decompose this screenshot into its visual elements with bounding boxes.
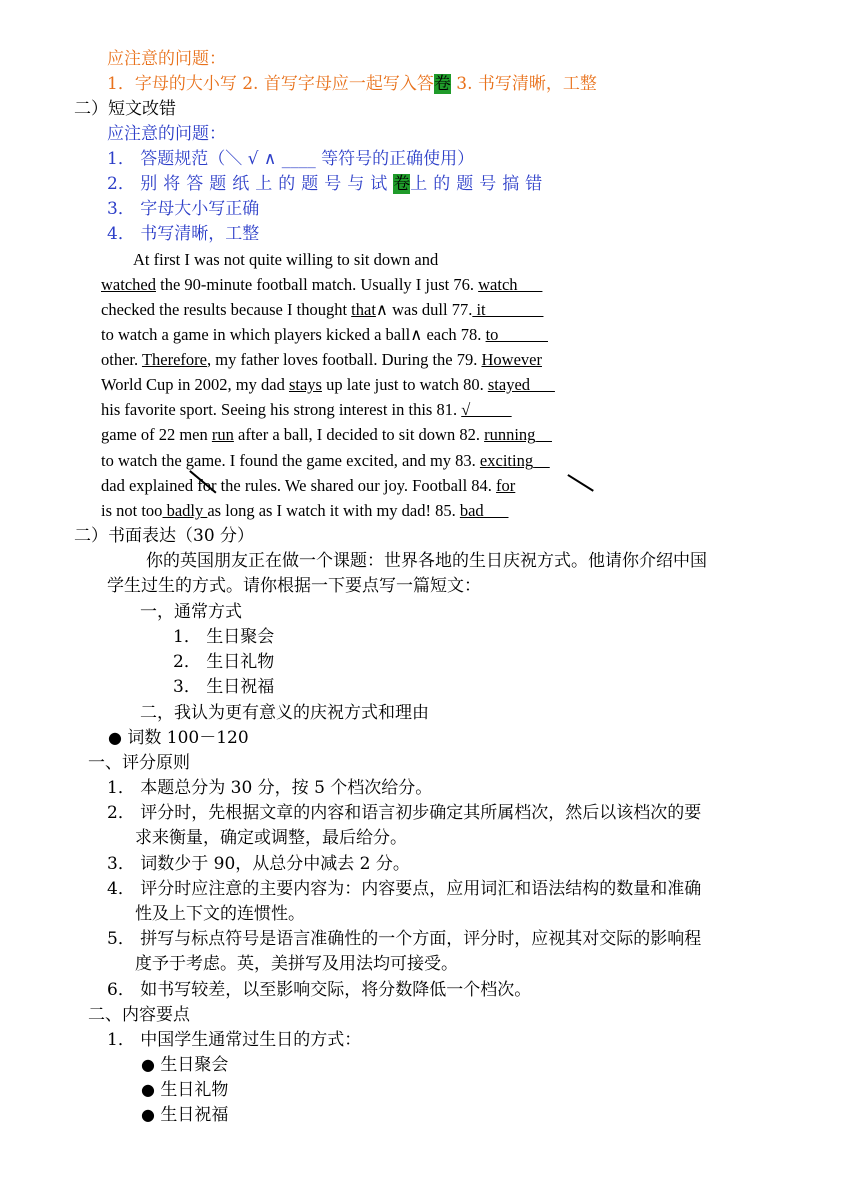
bullet-icon: ●: [141, 1105, 155, 1124]
highlight-mark: 卷: [393, 174, 411, 194]
writing-prompt-line-2: 学生过生的方式。请你根据一下要点写一篇短文：: [107, 576, 481, 596]
passage-line-3: [101, 299, 543, 321]
scoring-heading: 一、评分原则: [88, 753, 190, 773]
passage-text: is not too: [101, 501, 163, 520]
marked-word: watched: [101, 275, 156, 294]
orange-notes-item: [107, 73, 597, 95]
item-text: 如书写较差，以至影响交际，将分数降低一个档次。: [140, 980, 532, 1000]
item-num: 3．: [107, 854, 135, 874]
answer-76: watch___: [478, 275, 543, 294]
bullet-icon: ●: [141, 1080, 155, 1099]
writing-heading: 二）书面表达（30 分）: [74, 526, 255, 546]
answer-79: However: [481, 350, 542, 369]
answer-78: to______: [485, 325, 548, 344]
passage-text: after a ball, I decided to sit down 82.: [233, 425, 485, 444]
note-text: 书写清晰，工整: [140, 224, 260, 244]
bullet-icon: ●: [141, 1055, 155, 1074]
answer-84: for: [496, 476, 516, 495]
passage-line-8: [101, 424, 552, 446]
item-num: 6．: [107, 980, 135, 1000]
marked-word: badly: [162, 501, 208, 520]
scoring-item-1: [107, 777, 432, 799]
item-text: 评分时，先根据文章的内容和语言初步确定其所属档次，然后以该档次的要: [140, 803, 702, 823]
scoring-item-5-cont: 度予于考虑。英，美拼写及用法均可接受。: [135, 954, 458, 974]
marked-word: run: [211, 425, 234, 444]
marked-word: Therefore: [141, 350, 207, 369]
passage-text: as long as I watch it with my dad! 85.: [207, 501, 460, 520]
writing-prompt-line-1: 你的英国朋友正在做一个课题：世界各地的生日庆祝方式。他请你介绍中国: [146, 551, 707, 571]
item-num: 2．: [107, 803, 135, 823]
note-num: 2．: [107, 174, 135, 194]
item-num: 5．: [107, 929, 135, 949]
passage-text: up late just to watch 80.: [321, 375, 488, 394]
highlight-mark: 卷: [433, 74, 451, 94]
content-bullet-1: [141, 1054, 228, 1076]
scoring-item-3: [107, 853, 410, 875]
note-text-tail: 上的题号搞错: [410, 174, 549, 194]
content-bullet-3: [141, 1104, 228, 1126]
correction-note-1: [107, 148, 474, 170]
writing-point-1: 一，通常方式: [140, 602, 242, 622]
item-text: 评分时应注意的主要内容为：内容要点，应用词汇和语法结构的数量和准确: [140, 879, 702, 899]
answer-80: stayed___: [487, 375, 555, 394]
answer-77: it_______: [472, 300, 544, 319]
scoring-item-4-cont: 性及上下文的连惯性。: [135, 904, 305, 924]
passage-text: game of 22 men: [101, 425, 212, 444]
note-text: 答题规范（＼ √ ∧ ____ 等符号的正确使用）: [140, 149, 475, 169]
note-num: 4．: [107, 224, 135, 244]
marked-word: stays: [288, 375, 322, 394]
correction-note-3: [107, 198, 259, 220]
content-item-1: 1． 中国学生通常过生日的方式：: [107, 1030, 362, 1050]
note-num: 3．: [107, 199, 135, 219]
answer-82: running__: [484, 425, 552, 444]
item-num: 4．: [107, 879, 135, 899]
bullet-icon: ●: [108, 728, 122, 747]
passage-line-2: [101, 274, 542, 296]
passage-line-7: [101, 399, 512, 421]
item-num: 1．: [107, 778, 135, 798]
word-count-line: [108, 727, 249, 749]
orange-item-tail: 3. 书写清晰，工整: [450, 74, 597, 94]
marked-word: that: [351, 300, 376, 319]
passage-line-9: [101, 450, 550, 472]
scoring-item-2: [107, 802, 701, 824]
passage-text: the 90-minute football match. Usually I just 76.: [155, 275, 479, 294]
answer-83: exciting__: [479, 451, 550, 470]
writing-sub-3: 3． 生日祝福: [173, 677, 275, 697]
deletion-slash-mark: [568, 474, 594, 491]
passage-line-11: [101, 500, 508, 522]
passage-line-10: [101, 475, 515, 497]
correction-notes-title: 应注意的问题：: [107, 124, 226, 144]
passage-text: to watch the game. I found the game excited, and my 83.: [101, 451, 480, 470]
note-text: 字母大小写正确: [140, 199, 260, 219]
writing-sub-1: 1． 生日聚会: [173, 627, 275, 647]
content-heading: 二、内容要点: [88, 1005, 190, 1025]
passage-text: other.: [101, 350, 142, 369]
answer-81: √_____: [461, 400, 512, 419]
passage-text: checked the results because I thought: [101, 300, 352, 319]
item-text: 拼写与标点符号是语言准确性的一个方面，评分时，应视其对交际的影响程: [140, 929, 702, 949]
writing-point-2: 二，我认为更有意义的庆祝方式和理由: [140, 703, 429, 723]
bullet-text: 生日聚会: [160, 1055, 229, 1075]
orange-item-text: 1．字母的大小写 2. 首写字母应一起写入答: [107, 74, 434, 94]
passage-text: his favorite sport. Seeing his strong interest in this 81.: [101, 400, 462, 419]
note-num: 1．: [107, 149, 135, 169]
passage-line-5: [101, 349, 542, 371]
bullet-text: 生日礼物: [160, 1080, 229, 1100]
passage-text: World Cup in 2002, my dad: [101, 375, 289, 394]
passage-text: dad explained for the rules. We shared our joy. Football 84.: [101, 476, 497, 495]
content-bullet-2: [141, 1079, 228, 1101]
passage-line-6: [101, 374, 555, 396]
answer-85: bad___: [459, 501, 509, 520]
item-text: 本题总分为 30 分，按 5 个档次给分。: [140, 778, 433, 798]
passage-line-1: At first I was not quite willing to sit down and: [133, 250, 439, 269]
scoring-item-2-cont: 求来衡量，确定或调整，最后给分。: [135, 828, 407, 848]
scoring-item-6: [107, 979, 531, 1001]
passage-line-4: [101, 324, 548, 346]
word-count-text: 词数 100－120: [127, 728, 249, 748]
passage-text: ∧ was dull 77.: [375, 300, 473, 319]
correction-note-2: [107, 173, 548, 195]
note-text: 别将答题纸上的题号与试: [140, 174, 394, 194]
scoring-item-4: [107, 878, 701, 900]
passage-text: to watch a game in which players kicked a ball∧ each 78.: [101, 325, 486, 344]
orange-notes-title: 应注意的问题：: [107, 49, 226, 69]
correction-heading: 二）短文改错: [74, 99, 176, 119]
writing-sub-2: 2． 生日礼物: [173, 652, 275, 672]
item-text: 词数少于 90，从总分中减去 2 分。: [140, 854, 410, 874]
correction-note-4: [107, 223, 259, 245]
bullet-text: 生日祝福: [160, 1105, 229, 1125]
scoring-item-5: [107, 928, 701, 950]
passage-text: , my father loves football. During the 79.: [207, 350, 482, 369]
